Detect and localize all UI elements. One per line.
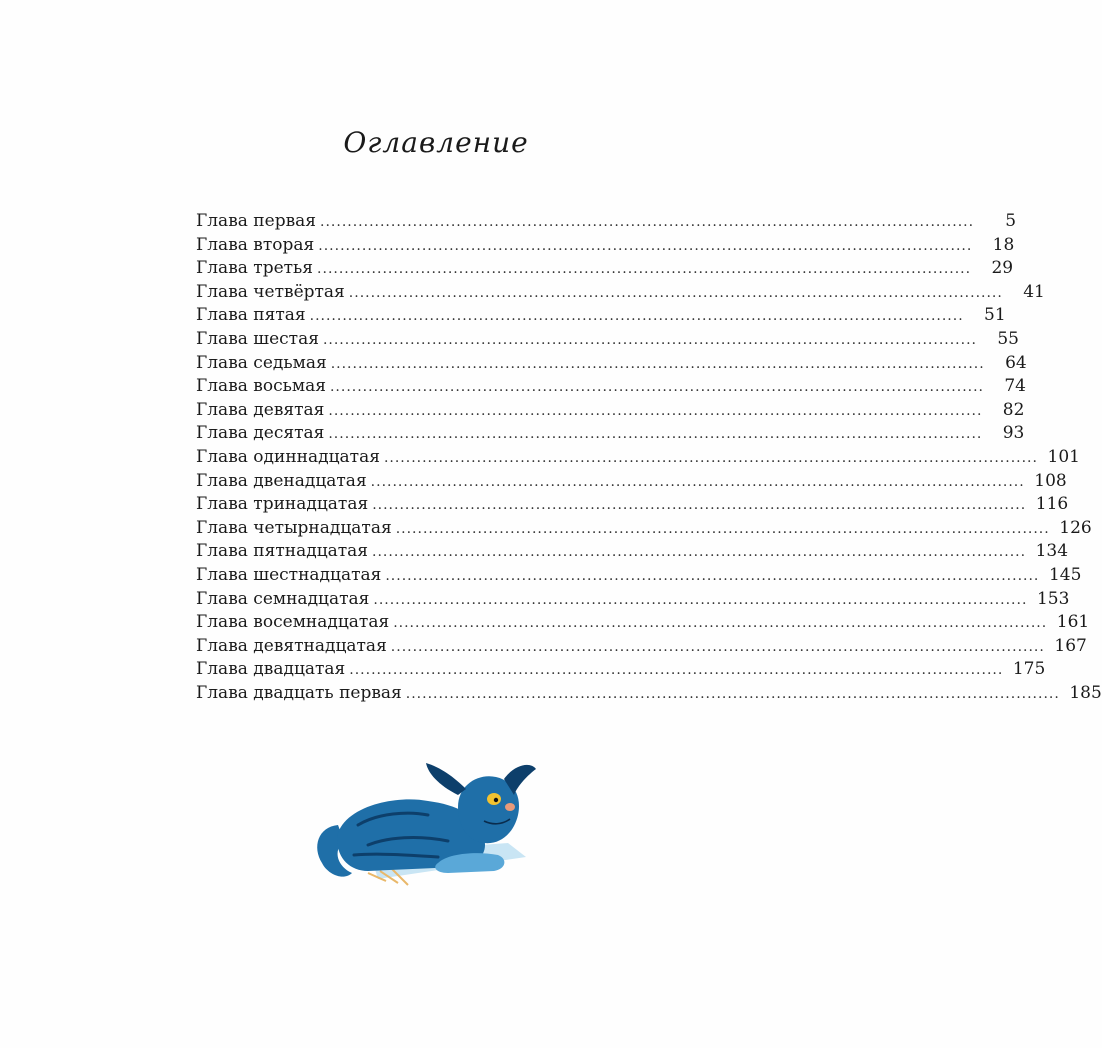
- toc-entry-page-number: 161: [1056, 612, 1090, 633]
- toc-heading: Оглавление: [343, 126, 529, 159]
- toc-entry-label: Глава пятая: [196, 305, 306, 326]
- toc-entry-page-number: 82: [1002, 399, 1025, 420]
- toc-entry-page-number: 153: [1036, 588, 1070, 609]
- toc-entry: [196, 658, 1046, 682]
- toc-entry: [196, 540, 1069, 564]
- toc-entry-label: Глава десятая: [196, 423, 325, 444]
- toc-entry-label: Глава восемнадцатая: [196, 612, 390, 633]
- toc-entry-label: Глава девятая: [196, 399, 325, 420]
- toc-entry-page-number: 126: [1059, 517, 1092, 538]
- toc-entry: [196, 399, 1025, 423]
- toc-entry-page-number: 29: [991, 258, 1014, 279]
- toc-entry-label: Глава двенадцатая: [196, 470, 367, 491]
- toc-entry-label: Глава шестая: [196, 328, 319, 349]
- toc-entry: [196, 210, 1017, 234]
- toc-entry: [196, 682, 1102, 706]
- toc-leader-dots: ........................................................................................................................: [320, 214, 975, 230]
- toc-entry-page-number: 175: [1012, 659, 1046, 680]
- toc-leader-dots: ........................................................................................................................: [373, 591, 1028, 608]
- toc-entry: [196, 588, 1070, 612]
- toc-entry: [196, 304, 1006, 328]
- toc-leader-dots: ........................................................................................................................: [328, 426, 983, 443]
- toc-entry: [196, 281, 1045, 305]
- toc-leader-dots: ........................................................................................................................: [372, 497, 1027, 514]
- toc-entry-label: Глава шестнадцатая: [196, 564, 382, 585]
- toc-entry: [196, 422, 1025, 446]
- toc-leader-dots: ........................................................................................................................: [322, 331, 977, 348]
- toc-leader-dots: ........................................................................................................................: [348, 284, 1003, 301]
- toc-entry: [196, 564, 1082, 588]
- toc-entry: [196, 493, 1069, 517]
- toc-leader-dots: ........................................................................................................................: [317, 261, 972, 278]
- toc-leader-dots: ........................................................................................................................: [328, 402, 983, 419]
- toc-entry: [196, 375, 1026, 399]
- toc-entry-page-number: 51: [984, 305, 1006, 326]
- toc-entry-label: Глава девятнадцатая: [196, 635, 387, 656]
- toc-entry: [196, 328, 1019, 352]
- toc-entry: [196, 257, 1014, 281]
- toc-leader-dots: ........................................................................................................................: [393, 615, 1048, 632]
- toc-leader-dots: ........................................................................................................................: [309, 308, 964, 325]
- toc-entry-page-number: 5: [1005, 211, 1017, 231]
- toc-leader-dots: ........................................................................................................................: [405, 685, 1060, 702]
- toc-leader-dots: ........................................................................................................................: [349, 662, 1004, 679]
- toc-entry-label: Глава третья: [196, 258, 314, 279]
- toc-leader-dots: ........................................................................................................................: [372, 544, 1027, 561]
- toc-entry: [196, 470, 1067, 494]
- toc-entry-label: Глава первая: [196, 211, 317, 231]
- toc-leader-dots: ........................................................................................................................: [318, 237, 973, 254]
- toc-entry-label: Глава седьмая: [196, 352, 327, 373]
- toc-leader-dots: ........................................................................................................................: [390, 638, 1045, 655]
- table-of-contents: [196, 210, 1102, 705]
- toc-leader-dots: ........................................................................................................................: [370, 473, 1025, 490]
- toc-leader-dots: ........................................................................................................................: [330, 355, 985, 372]
- toc-entry-page-number: 41: [1023, 281, 1045, 302]
- toc-entry-page-number: 93: [1002, 423, 1025, 444]
- toc-entry-page-number: 108: [1034, 470, 1067, 491]
- toc-entry-label: Глава вторая: [196, 234, 315, 255]
- toc-entry-page-number: 55: [997, 328, 1019, 349]
- toc-entry: [196, 517, 1092, 541]
- toc-entry-label: Глава восьмая: [196, 376, 326, 397]
- toc-entry-label: Глава четырнадцатая: [196, 517, 392, 538]
- toc-entry-page-number: 134: [1035, 541, 1069, 562]
- toc-leader-dots: ........................................................................................................................: [329, 379, 984, 396]
- toc-entry-page-number: 116: [1035, 494, 1069, 515]
- toc-entry: [196, 635, 1087, 659]
- toc-entry-page-number: 145: [1048, 564, 1082, 585]
- toc-entry-page-number: 64: [1005, 352, 1027, 373]
- toc-entry-page-number: 74: [1004, 376, 1026, 397]
- toc-entry-page-number: 167: [1054, 635, 1087, 656]
- toc-entry: [196, 611, 1090, 635]
- toc-entry-label: Глава четвёртая: [196, 281, 345, 302]
- toc-entry-page-number: 18: [992, 234, 1015, 255]
- toc-leader-dots: ........................................................................................................................: [383, 449, 1038, 466]
- toc-entry: [196, 446, 1080, 470]
- toc-entry-label: Глава одиннадцатая: [196, 446, 380, 467]
- blue-dog-illustration-icon: [308, 755, 538, 890]
- toc-entry-label: Глава двадцать первая: [196, 682, 402, 703]
- toc-entry-label: Глава семнадцатая: [196, 588, 370, 609]
- toc-leader-dots: ........................................................................................................................: [395, 520, 1050, 537]
- toc-entry-label: Глава тринадцатая: [196, 494, 369, 515]
- toc-entry-page-number: 101: [1047, 446, 1080, 467]
- toc-leader-dots: ........................................................................................................................: [385, 567, 1040, 584]
- toc-entry: [196, 352, 1027, 376]
- toc-entry: [196, 234, 1015, 258]
- toc-entry-label: Глава пятнадцатая: [196, 541, 369, 562]
- toc-entry-label: Глава двадцатая: [196, 659, 346, 680]
- toc-entry-page-number: 185: [1069, 682, 1102, 703]
